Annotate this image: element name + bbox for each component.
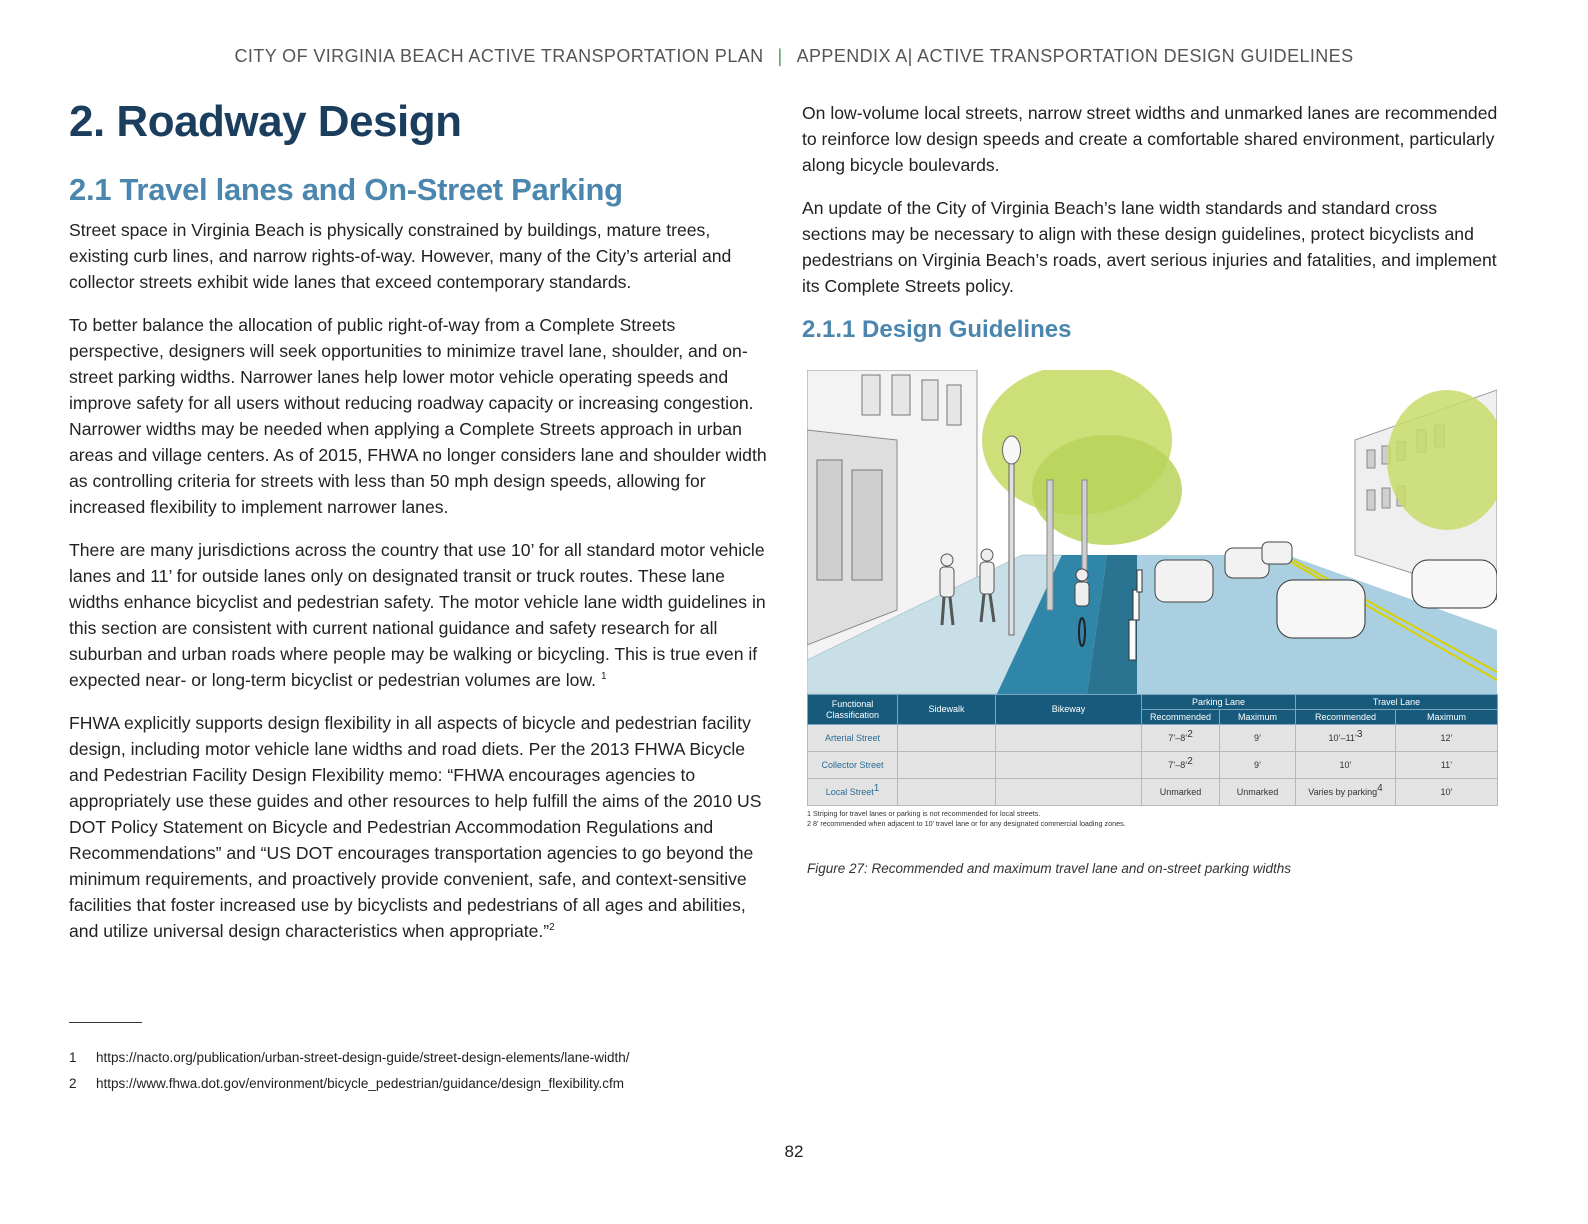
right-column	[802, 100, 1502, 876]
body-paragraph: Street space in Virginia Beach is physically constrained by buildings, mature trees, existing curb lines, and narrow rights-of-way. However, many of the City’s arterial and collector streets exhibit wide lanes that exceed contemporary standards.	[69, 220, 732, 292]
page-number: 82	[784, 1142, 804, 1161]
body-paragraph	[69, 710, 774, 944]
running-header	[0, 46, 1588, 67]
footnote-item	[69, 1070, 769, 1096]
header-bikeway: Bikeway	[996, 695, 1142, 725]
bikeway-cell	[996, 725, 1142, 752]
footnote-divider	[69, 1022, 142, 1023]
footnotes	[69, 1044, 769, 1096]
header-sidewalk: Sidewalk	[898, 695, 996, 725]
header-travel-lane: Travel Lane	[1296, 695, 1498, 710]
header-plan-title: CITY OF VIRGINIA BEACH ACTIVE TRANSPORTATION PLAN	[234, 46, 764, 66]
chapter-title: 2. Roadway Design	[69, 97, 462, 146]
header-recommended: Recommended	[1142, 710, 1220, 725]
parking-recommended-cell: 7’–8’$^2$	[1142, 752, 1220, 779]
header-parking-lane: Parking Lane	[1142, 695, 1296, 710]
table-row	[808, 752, 1498, 779]
table-row	[808, 725, 1498, 752]
header-recommended: Recommended	[1296, 710, 1396, 725]
body-paragraph	[69, 537, 774, 693]
footnote-ref[interactable]: 1	[600, 671, 607, 683]
bikeway-cell	[996, 779, 1142, 806]
footnote-item	[69, 1044, 769, 1070]
travel-maximum-cell: 12’	[1396, 725, 1498, 752]
travel-maximum-cell: 11’	[1396, 752, 1498, 779]
footnote-number: 1	[69, 1049, 77, 1065]
classification-cell: Local Street$^1$	[808, 779, 898, 806]
header-separator: |	[777, 46, 783, 66]
figure-27	[807, 370, 1497, 829]
section-title: 2.1 Travel lanes and On-Street Parking	[69, 172, 623, 207]
left-column	[69, 96, 774, 961]
street-cross-section-illustration	[807, 370, 1497, 694]
body-paragraph: On low-volume local streets, narrow street widths and unmarked lanes are recommended to reinforce low design speeds and create a comfortable shared environment, particularly along bicycle boulevards.	[802, 103, 1498, 175]
header-maximum: Maximum	[1396, 710, 1498, 725]
parking-maximum-cell: 9’	[1220, 752, 1296, 779]
footnote-ref[interactable]: 2	[549, 922, 555, 934]
header-maximum: Maximum	[1220, 710, 1296, 725]
table-note: 2 8’ recommended when adjacent to 10’ travel lane or for any designated commercial loading zones.	[807, 819, 1126, 828]
parking-recommended-cell: Unmarked	[1142, 779, 1220, 806]
body-paragraph: An update of the City of Virginia Beach’s lane width standards and standard cross sections may be necessary to align with these design guidelines, protect bicyclists and pedestrians on Virginia Beach’s roads, avert serious injuries and fatalities, and implement its Complete Streets policy.	[802, 198, 1497, 296]
parking-recommended-cell: 7’–8’$^2$	[1142, 725, 1220, 752]
bikeway-cell	[996, 752, 1142, 779]
travel-recommended-cell: Varies by parking$^4$	[1296, 779, 1396, 806]
table-row	[808, 779, 1498, 806]
table-note: 1 Striping for travel lanes or parking is not recommended for local streets.	[807, 809, 1041, 818]
travel-recommended-cell: 10’–11’$^3$	[1296, 725, 1396, 752]
body-paragraph: To better balance the allocation of public right-of-way from a Complete Streets perspective, designers will seek opportunities to minimize travel lane, shoulder, and on-street parking widths. Narrower lanes help lower motor vehicle operating speeds and improve safety for all users without reducing roadway capacity or increasing congestion. Narrower widths may be needed when applying a Complete Streets approach in urban areas and village centers. As of 2015, FHWA no longer considers lane and shoulder width as controlling criteria for streets with less than 50 mph design speeds, allowing for increased flexibility to implement narrower lanes.	[69, 315, 767, 517]
footnote-link[interactable]: https://nacto.org/publication/urban-street-design-guide/street-design-elements/lane-width/	[96, 1049, 630, 1065]
figure-caption: Figure 27: Recommended and maximum travel lane and on-street parking widths	[807, 861, 1291, 876]
classification-cell: Collector Street	[808, 752, 898, 779]
parking-maximum-cell: 9’	[1220, 725, 1296, 752]
lane-width-table	[807, 694, 1498, 806]
subsection-title: 2.1.1 Design Guidelines	[802, 316, 1072, 343]
sidewalk-cell	[898, 752, 996, 779]
table-notes	[807, 809, 1497, 829]
footnote-link[interactable]: https://www.fhwa.dot.gov/environment/bicycle_pedestrian/guidance/design_flexibility.cfm	[96, 1075, 625, 1091]
footnote-number: 2	[69, 1075, 77, 1091]
paragraph-text: There are many jurisdictions across the country that use 10’ for all standard motor vehicle lanes and 11’ for outside lanes only on designated transit or truck routes. These lane widths enhance bicyclist and pedestrian safety. The motor vehicle lane width guidelines in this section are consistent with current national guidance and safety research for all suburban and urban roads where people may be walking or bicycling. This is true even if expected near- or long-term bicyclist or pedestrian volumes are low.	[69, 540, 766, 690]
parking-maximum-cell: Unmarked	[1220, 779, 1296, 806]
classification-cell: Arterial Street	[808, 725, 898, 752]
header-appendix-title: APPENDIX A| ACTIVE TRANSPORTATION DESIGN GUIDELINES	[796, 46, 1354, 66]
header-functional-classification: Functional Classification	[808, 695, 898, 725]
sidewalk-cell	[898, 725, 996, 752]
sidewalk-cell	[898, 779, 996, 806]
travel-recommended-cell: 10’	[1296, 752, 1396, 779]
paragraph-text: FHWA explicitly supports design flexibility in all aspects of bicycle and pedestrian facility design, including motor vehicle lane widths and road diets. Per the 2013 FHWA Bicycle and Pedestrian Facility Design Flexibility memo: “FHWA encourages agencies to appropriately use these guides and other resources to help fulfill the aims of the 2010 US DOT Policy Statement on Bicycle and Pedestrian Accommodation Regulations and Recommendations” and “US DOT encourages transportation agencies to go beyond the minimum requirements, and proactively provide convenient, safe, and context-sensitive facilities that foster increased use by bicyclists and pedestrians of all ages and abilities, and utilize universal design characteristics when appropriate.”	[69, 713, 762, 941]
travel-maximum-cell: 10’	[1396, 779, 1498, 806]
